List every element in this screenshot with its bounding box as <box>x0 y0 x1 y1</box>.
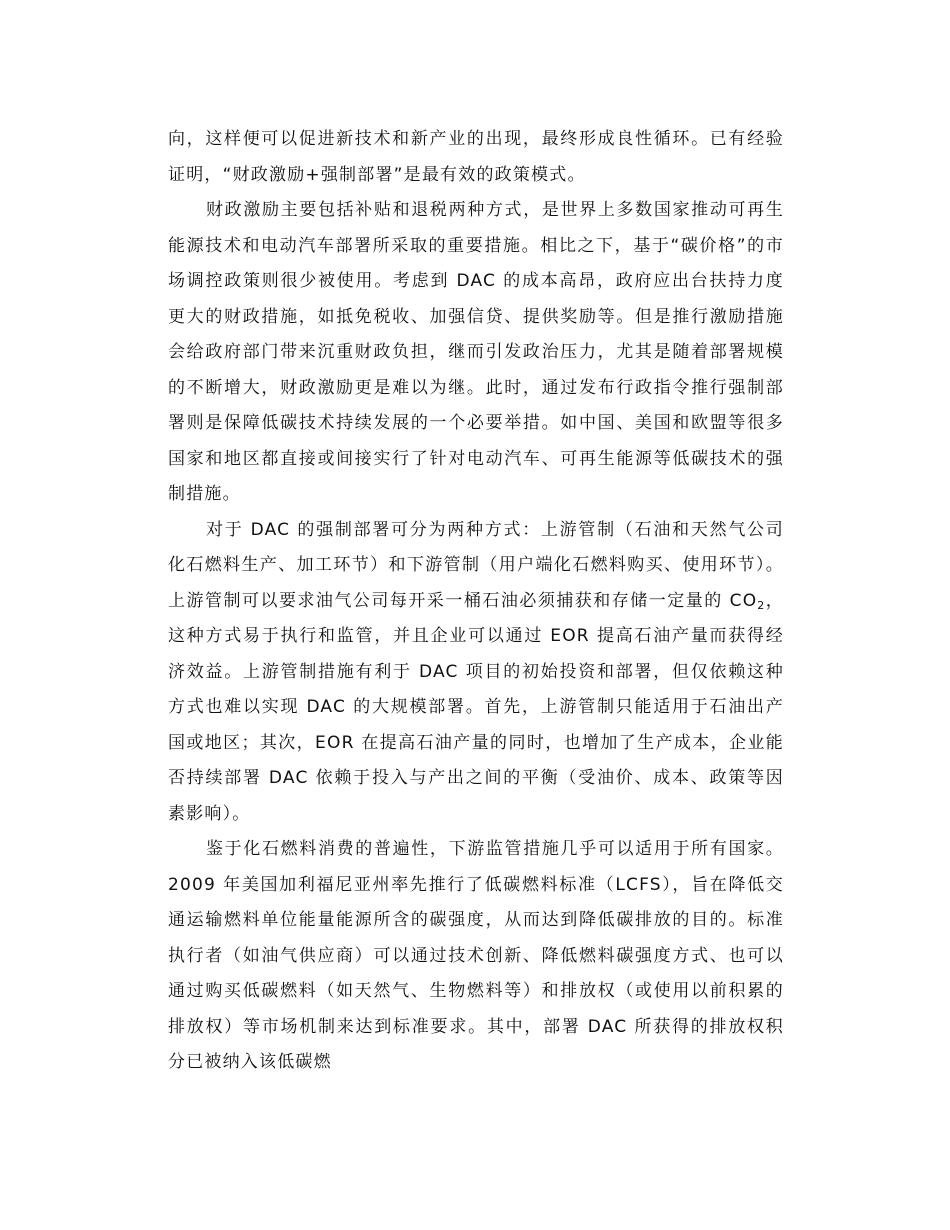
paragraph-2: 财政激励主要包括补贴和退税两种方式，是世界上多数国家推动可再生能源技术和电动汽车部署所采取的重要措施。相比之下，基于“碳价格”的市场调控政策则很少被使用。考虑到 DAC 的成本高昂，政府应出台扶持力度更大的财政措施，如抵免税收、加强信贷、提供奖励等。但是推行激励措施会给政府部门带来沉重财政负担，继而引发政治压力，尤其是随着部署规模的不断增大，财政激励更是难以为继。此时，通过发布行政指令推行强制部署则是保障低碳技术持续发展的一个必要举措。如中国、美国和欧盟等很多国家和地区都直接或间接实行了针对电动汽车、可再生能源等低碳技术的强制措施。 <box>168 200 784 504</box>
paragraph-3 <box>168 513 784 833</box>
paragraph-1: 向，这样便可以促进新技术和新产业的出现，最终形成良性循环。已有经验证明，“财政激励+强制部署”是最有效的政策模式。 <box>168 129 784 185</box>
co2-subscript: 2 <box>757 598 766 612</box>
paragraph-3-part-1: 对于 DAC 的强制部署可分为两种方式：上游管制（石油和天然气公司化石燃料生产、加工环节）和下游管制（用户端化石燃料购买、使用环节）。上游管制可以要求油气公司每开采一桶石油必须捕获和存储一定量的 CO <box>168 519 784 611</box>
paragraph-3-part-2: ，这种方式易于执行和监管，并且企业可以通过 EOR 提高石油产量而获得经济效益。上游管制措施有利于 DAC 项目的初始投资和部署，但仅依赖这种方式也难以实现 DAC 的大规模部署。首先，上游管制只能适用于石油出产国或地区；其次，EOR 在提高石油产量的同时，也增加了生产成本，企业能否持续部署 DAC 依赖于投入与产出之间的平衡（受油价、成本、政策等因素影响）。 <box>168 590 784 824</box>
body-text <box>168 122 784 1081</box>
paragraph-4: 鉴于化石燃料消费的普遍性，下游监管措施几乎可以适用于所有国家。2009 年美国加利福尼亚州率先推行了低碳燃料标准（LCFS），旨在降低交通运输燃料单位能量能源所含的碳强度，从而达到降低碳排放的目的。标准执行者（如油气供应商）可以通过技术创新、降低燃料碳强度方式、也可以通过购买低碳燃料（如天然气、生物燃料等）和排放权（或使用以前积累的排放权）等市场机制来达到标准要求。其中，部署 DAC 所获得的排放权积分已被纳入该低碳燃 <box>168 839 784 1072</box>
